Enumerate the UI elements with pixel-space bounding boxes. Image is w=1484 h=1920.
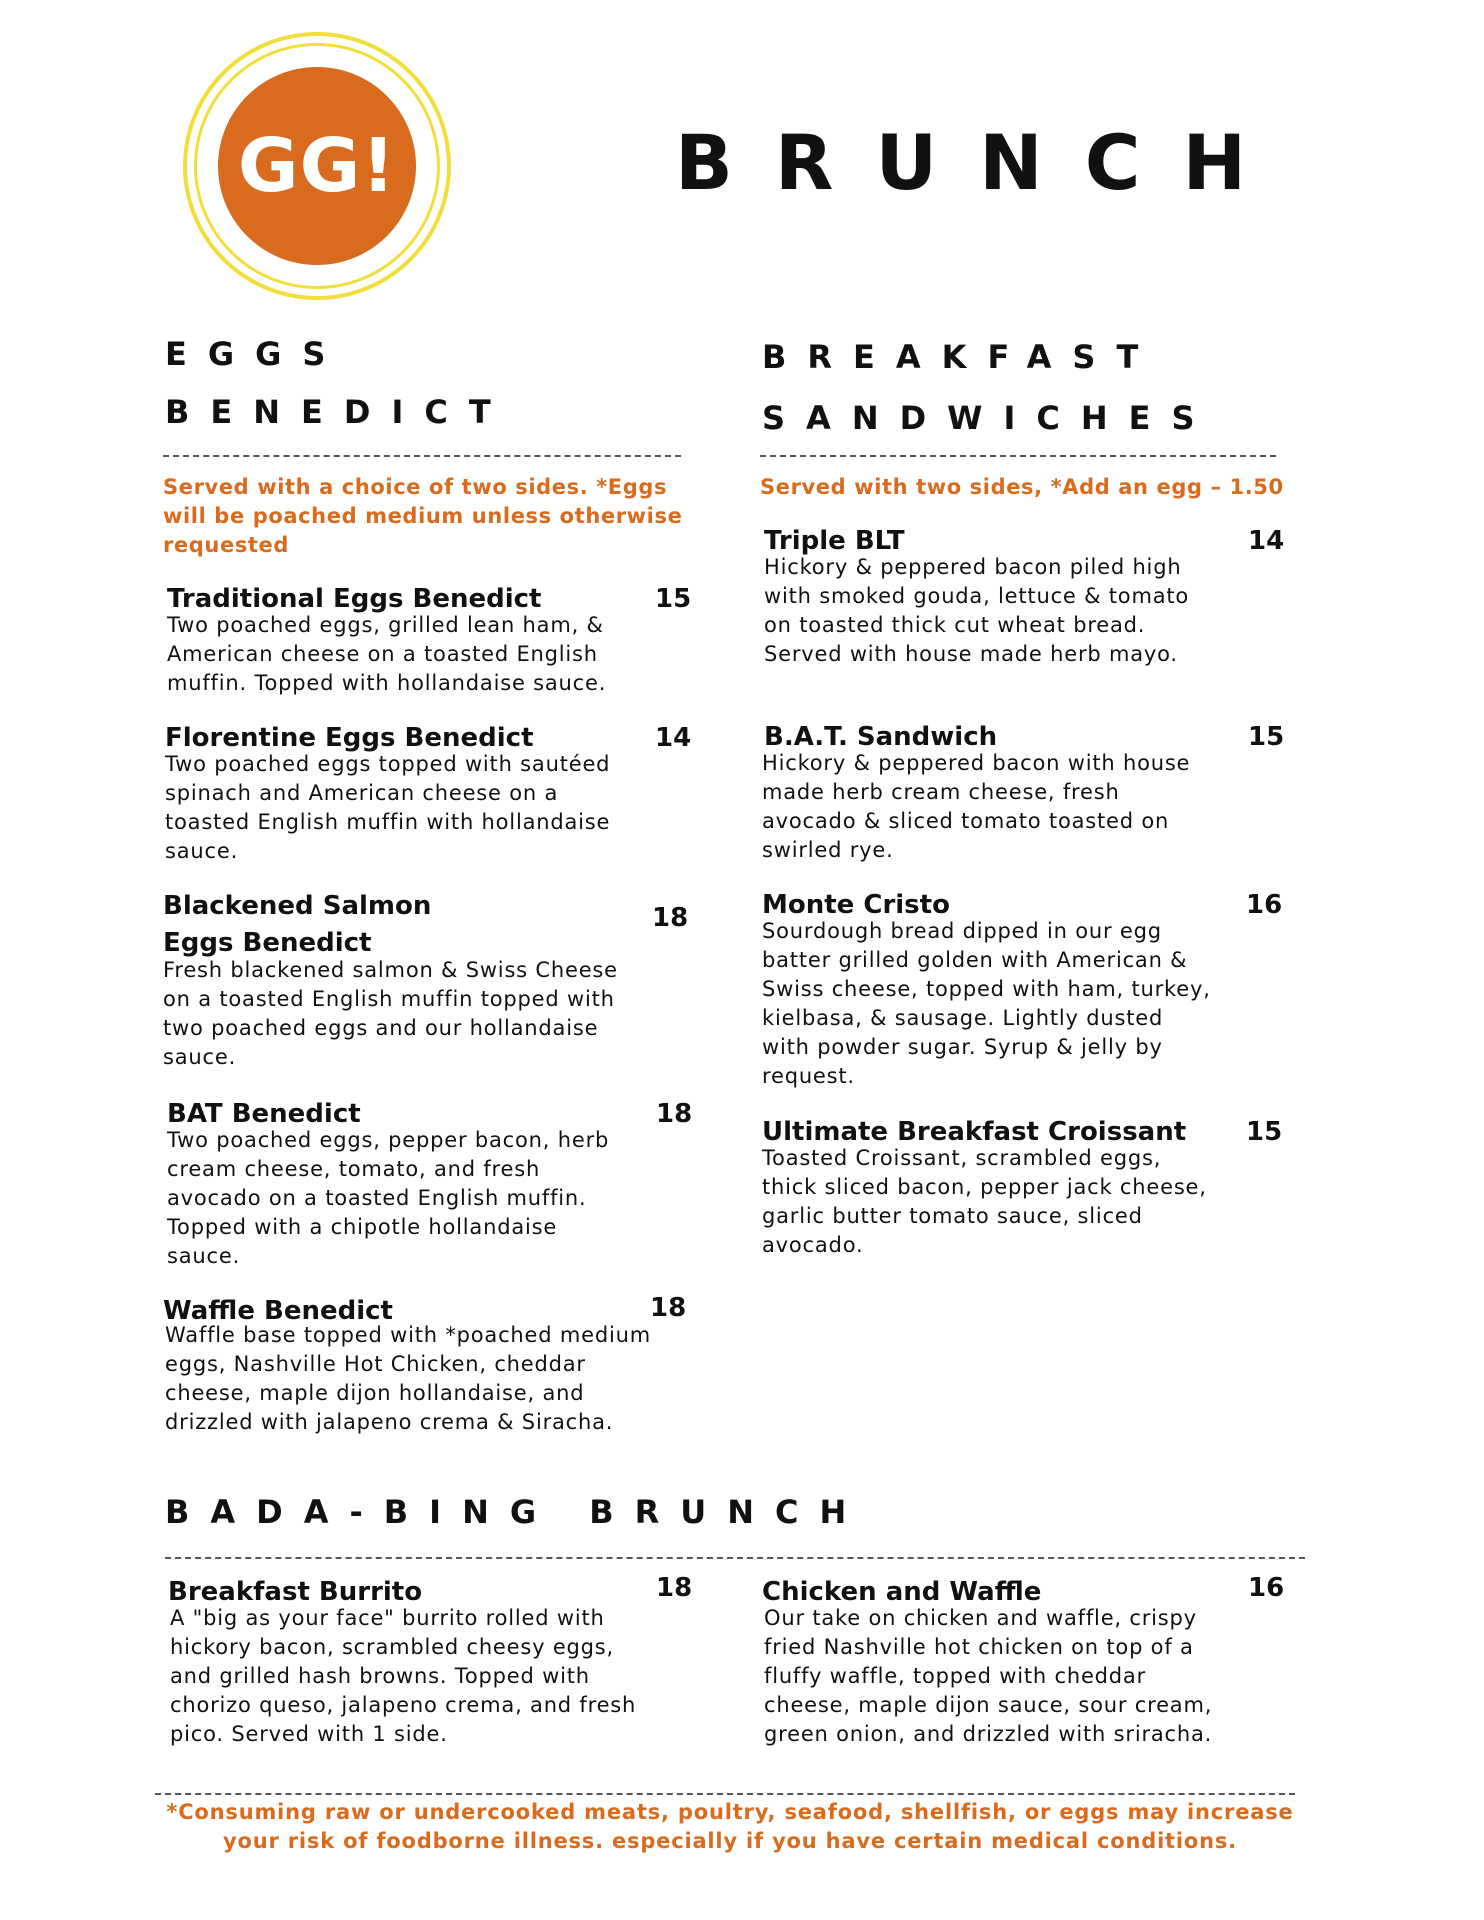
item-name: Florentine Eggs Benedict: [165, 723, 534, 753]
item-description: Sourdough bread dipped in our egg batter grilled golden with American & Swiss cheese, topped with ham, turkey, kielbasa, & sausage. Lightly dusted with powder sugar. Syrup & jelly by request.: [762, 919, 1211, 1088]
page-title: BRUNCH: [675, 118, 1289, 207]
item-price: 18: [656, 1573, 693, 1603]
item-price: 18: [656, 1099, 693, 1129]
divider: [163, 455, 681, 457]
item-price: 15: [1246, 1117, 1283, 1147]
item-price: 15: [1248, 722, 1285, 752]
divider: [165, 1557, 1305, 1559]
item-name: Ultimate Breakfast Croissant: [762, 1117, 1187, 1147]
item-name: Waffle Benedict: [163, 1296, 393, 1326]
section-title-eggs-line2: BENEDICT: [165, 393, 512, 431]
section-title-sandwiches-line1: BREAKFAST: [762, 338, 1160, 376]
item-price: 14: [655, 723, 692, 753]
item-name: Chicken and Waffle: [762, 1577, 1042, 1607]
item-name: Blackened Salmon: [163, 891, 432, 921]
item-name: B.A.T. Sandwich: [764, 722, 998, 752]
item-description: Two poached eggs topped with sautéed spinach and American cheese on a toasted English muffin with hollandaise sauce.: [165, 752, 611, 863]
item-price: 18: [650, 1293, 687, 1323]
item-price: 15: [655, 584, 692, 614]
item-name: Eggs Benedict: [163, 928, 372, 958]
item-description: Our take on chicken and waffle, crispy fried Nashville hot chicken on top of a fluffy waffle, topped with cheddar cheese, maple dijon sauce, sour cream, green onion, and drizzled with sriracha.: [764, 1606, 1213, 1746]
item-description: Fresh blackened salmon & Swiss Cheese on a toasted English muffin topped with two poached eggs and our hollandaise sauce.: [163, 958, 618, 1069]
item-description: Toasted Croissant, scrambled eggs, thick sliced bacon, pepper jack cheese, garlic butter tomato sauce, sliced avocado.: [762, 1146, 1207, 1257]
section-title-sandwiches-line2: SANDWICHES: [762, 399, 1216, 437]
item-price: 16: [1246, 890, 1283, 920]
item-description: Waffle base topped with *poached medium eggs, Nashville Hot Chicken, cheddar cheese, maple dijon hollandaise, and drizzled with jalapeno crema & Siracha.: [165, 1323, 651, 1434]
item-name: Triple BLT: [764, 526, 905, 556]
section-note-sandwiches: Served with two sides, *Add an egg – 1.50: [760, 475, 1284, 499]
item-description: A "big as your face" burrito rolled with hickory bacon, scrambled cheesy eggs, and grilled hash browns. Topped with chorizo queso, jalapeno crema, and fresh pico. Served with 1 side.: [170, 1606, 637, 1746]
item-price: 14: [1248, 526, 1285, 556]
item-name: Traditional Eggs Benedict: [167, 584, 542, 614]
logo: [183, 32, 451, 300]
logo-text: GG!: [237, 123, 397, 209]
logo-disc: [218, 67, 416, 265]
footer-disclaimer: *Consuming raw or undercooked meats, poultry, seafood, shellfish, or eggs may increase your risk of foodborne illness. especially if you have certain medical conditions.: [166, 1800, 1294, 1853]
divider: [155, 1793, 1295, 1795]
section-note-eggs: Served with a choice of two sides. *Eggs will be poached medium unless otherwise requested: [163, 475, 683, 557]
item-price: 16: [1248, 1573, 1285, 1603]
item-name: Monte Cristo: [762, 890, 950, 920]
item-price: 18: [652, 903, 689, 933]
section-title-bada-bing: BADA-BING BRUNCH: [165, 1493, 868, 1531]
item-description: Two poached eggs, grilled lean ham, & American cheese on a toasted English muffin. Topped with hollandaise sauce.: [167, 613, 607, 695]
item-name: Breakfast Burrito: [168, 1577, 423, 1607]
item-description: Hickory & peppered bacon with house made herb cream cheese, fresh avocado & sliced tomato toasted on swirled rye.: [762, 751, 1191, 862]
item-description: Two poached eggs, pepper bacon, herb cream cheese, tomato, and fresh avocado on a toasted English muffin. Topped with a chipotle hollandaise sauce.: [167, 1128, 610, 1268]
item-description: Hickory & peppered bacon piled high with smoked gouda, lettuce & tomato on toasted thick cut wheat bread. Served with house made herb mayo.: [764, 555, 1190, 666]
item-name: BAT Benedict: [167, 1099, 361, 1129]
section-title-eggs-line1: EGGS: [165, 335, 347, 373]
divider: [760, 455, 1276, 457]
